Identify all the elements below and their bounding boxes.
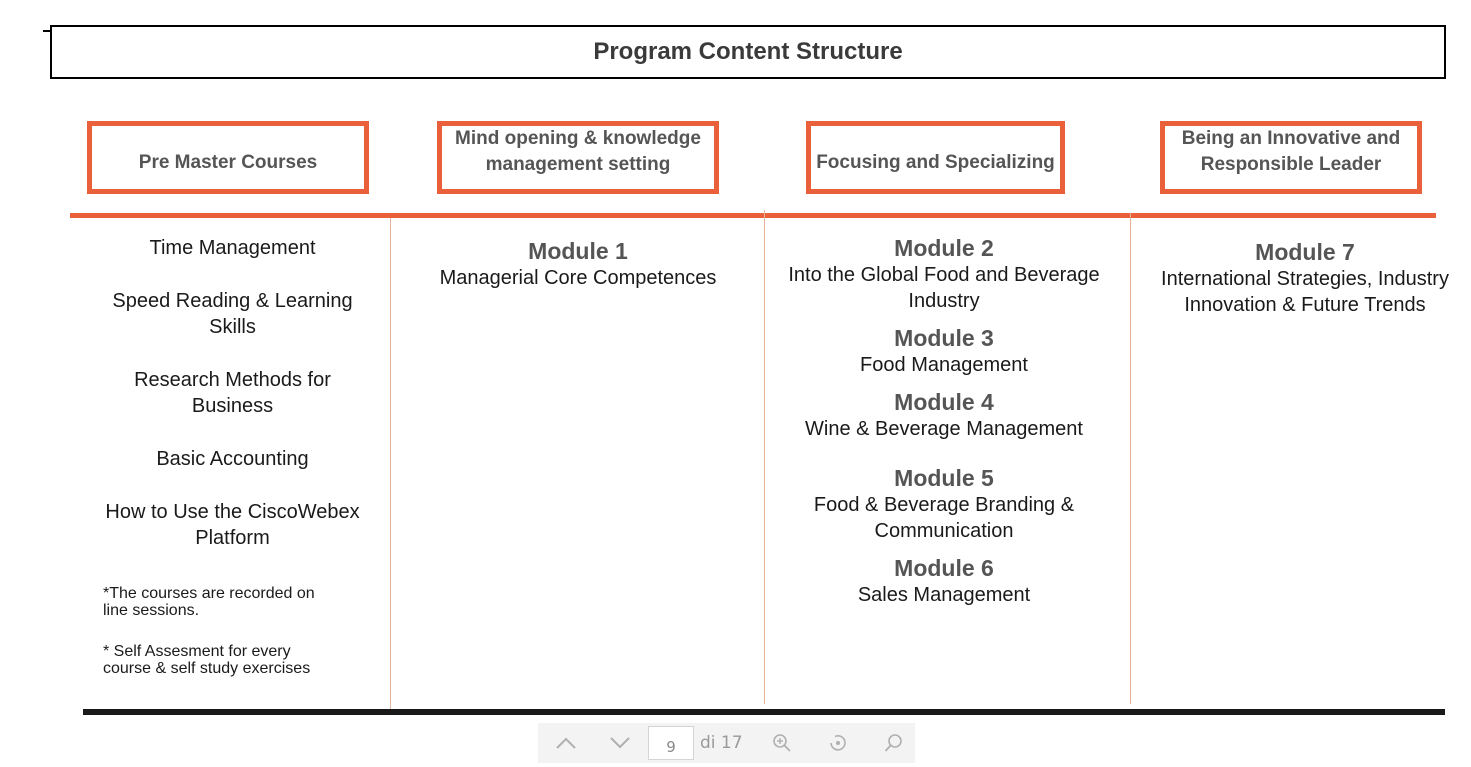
phase-label: Mind opening & knowledge management setting bbox=[455, 128, 701, 175]
module-description: Food & Beverage Branding & Communication bbox=[813, 494, 1075, 542]
page-title-box bbox=[50, 25, 1446, 79]
page-total: di 17 bbox=[700, 733, 743, 753]
module-title: Module 6 bbox=[894, 555, 994, 581]
course-item: Time Management bbox=[149, 237, 316, 259]
course-item: Research Methods for Business bbox=[134, 369, 331, 417]
module-block bbox=[772, 554, 1116, 608]
module-block bbox=[400, 237, 756, 291]
module-description: Managerial Core Competences bbox=[439, 267, 717, 289]
footnote-recorded: *The courses are recorded on line sessions. bbox=[103, 585, 315, 619]
column-divider bbox=[764, 210, 765, 704]
module-block bbox=[772, 234, 1116, 314]
search-icon[interactable] bbox=[874, 728, 914, 758]
page-number-input[interactable]: 9 bbox=[648, 726, 694, 760]
mind-opening-column bbox=[400, 237, 756, 301]
zoom-in-icon[interactable] bbox=[762, 728, 802, 758]
phase-label: Pre Master Courses bbox=[138, 151, 318, 173]
module-title: Module 1 bbox=[528, 238, 628, 264]
chevron-down-icon[interactable] bbox=[600, 728, 640, 758]
page-title: Program Content Structure bbox=[593, 38, 903, 65]
module-title: Module 4 bbox=[894, 389, 994, 415]
phase-box-innovative-leader bbox=[1160, 121, 1422, 194]
course-item: How to Use the CiscoWebex Platform bbox=[105, 501, 360, 549]
pre-master-column bbox=[95, 235, 370, 677]
chevron-up-icon[interactable] bbox=[546, 728, 586, 758]
module-description: Into the Global Food and Beverage Industry bbox=[788, 264, 1100, 312]
focusing-column bbox=[772, 234, 1116, 618]
rotate-icon[interactable] bbox=[818, 728, 858, 758]
module-description: International Strategies, Industry Innovation & Future Trends bbox=[1161, 268, 1449, 316]
phase-box-focusing bbox=[806, 121, 1065, 194]
course-item: Speed Reading & Learning Skills bbox=[112, 290, 353, 338]
phase-label: Focusing and Specializing bbox=[816, 151, 1055, 173]
footnote-self-assessment: * Self Assesment for every course & self study exercises bbox=[103, 643, 311, 677]
innovative-leader-column bbox=[1140, 238, 1470, 318]
module-block bbox=[772, 388, 1116, 442]
timeline-rule bbox=[70, 213, 1436, 218]
module-title: Module 5 bbox=[894, 465, 994, 491]
bottom-rule bbox=[83, 709, 1445, 715]
column-divider bbox=[390, 218, 391, 710]
pdf-toolbar bbox=[538, 723, 915, 763]
column-divider bbox=[1130, 213, 1131, 704]
phase-box-pre-master bbox=[87, 121, 369, 194]
module-description: Wine & Beverage Management bbox=[805, 418, 1083, 440]
module-title: Module 3 bbox=[894, 325, 994, 351]
module-block bbox=[772, 324, 1116, 378]
phase-label: Being an Innovative and Responsible Leader bbox=[1181, 128, 1401, 175]
course-item: Basic Accounting bbox=[156, 448, 309, 470]
phase-box-mind-opening bbox=[437, 121, 719, 194]
module-block bbox=[772, 464, 1116, 544]
module-title: Module 7 bbox=[1255, 239, 1355, 265]
module-title: Module 2 bbox=[894, 235, 994, 261]
module-description: Sales Management bbox=[857, 584, 1031, 606]
module-block bbox=[1140, 238, 1470, 318]
module-description: Food Management bbox=[860, 354, 1028, 376]
